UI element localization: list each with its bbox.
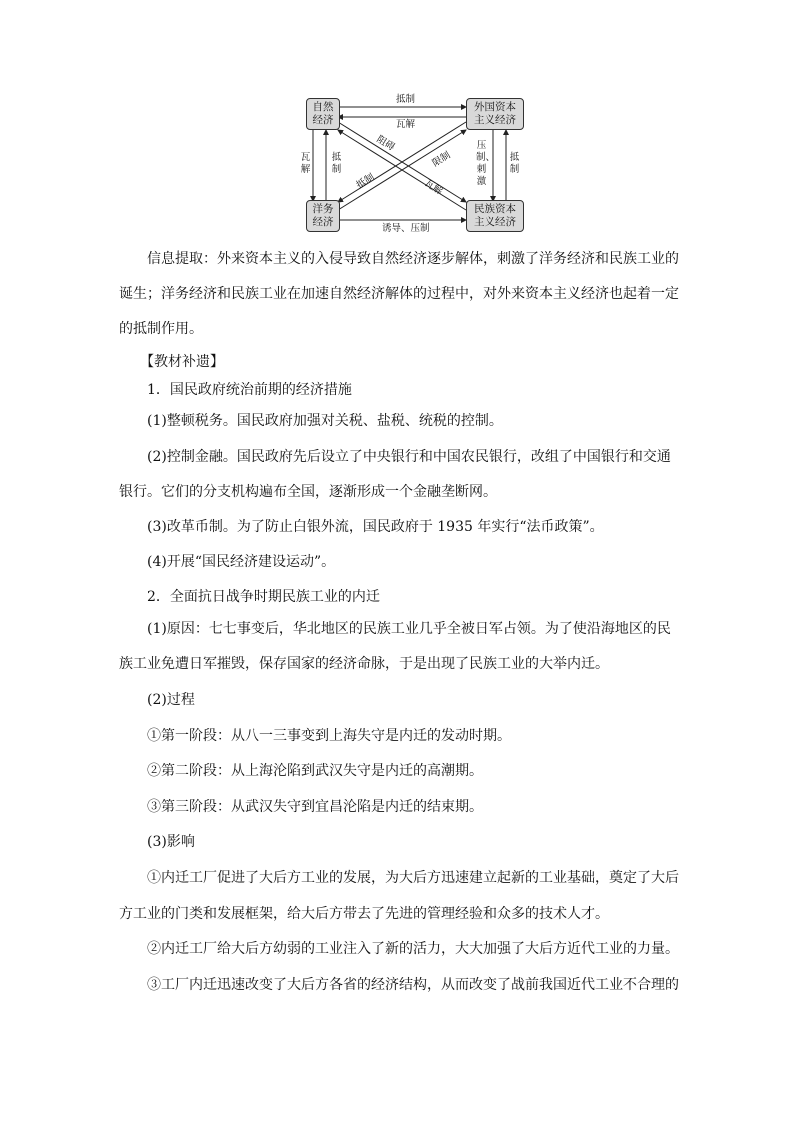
node-foreign-capitalism: [466, 98, 524, 130]
edge-label-bottom: 诱导、压制: [382, 223, 430, 234]
section-1-item-4: (4)开展“国民经济建设运动”。: [147, 554, 336, 570]
edge-label-top-forward: 抵制: [396, 94, 416, 105]
edge-label-top-back: 瓦解: [396, 119, 416, 130]
section-1-item-1: (1)整顿税务。国民政府加强对关税、盐税、统税的控制。: [147, 413, 503, 429]
process-stage-3: ③第三阶段：从武汉失守到宜昌沦陷是内迁的结束期。: [147, 799, 483, 815]
edge-label-diag-a1: 阻碍: [374, 133, 397, 154]
section-1-item-2-line-1: (2)控制金融。国民政府先后设立了中央银行和中国农民银行，改组了中国银行和交通: [147, 449, 671, 465]
section-1-item-3: (3)改革币制。为了防止白银外流，国民政府于 1935 年实行“法币政策”。: [147, 519, 604, 535]
node-national-label: 民族资本主义经济: [474, 203, 516, 228]
edge-label-right-in: 压制、刺激: [476, 140, 496, 187]
section-2-reason-line-1: (1)原因：七七事变后，华北地区的民族工业几乎全被日军占领。为了使沿海地区的民: [147, 621, 671, 637]
edge-label-diag-b1: 限制: [430, 149, 453, 170]
edge-label-right-out: 抵制: [509, 152, 520, 175]
info-line-3: 的抵制作用。: [119, 321, 203, 337]
process-stage-2: ②第二阶段：从上海沦陷到武汉失守是内迁的高潮期。: [147, 763, 483, 779]
edge-label-left-down: 瓦解: [300, 152, 311, 175]
node-westernization-label: 洋务经济: [312, 203, 334, 228]
impact-2: ②内迁工厂给大后方幼弱的工业注入了新的活力，大大加强了大后方近代工业的力量。: [147, 941, 679, 957]
info-line-1: 信息提取：外来资本主义的入侵导致自然经济逐步解体，刺激了洋务经济和民族工业的: [147, 251, 679, 267]
edge-label-diag-a2: 瓦解: [422, 177, 445, 198]
impact-3: ③工厂内迁迅速改变了大后方各省的经济结构，从而改变了战前我国近代工业不合理的: [147, 977, 679, 993]
section-2-title: 2．全面抗日战争时期民族工业的内迁: [147, 589, 380, 605]
section-2-process-heading: (2)过程: [147, 692, 195, 708]
section-1-title: 1．国民政府统治前期的经济措施: [147, 382, 352, 398]
impact-1-line-1: ①内迁工厂促进了大后方工业的发展，为大后方迅速建立起新的工业基础，奠定了大后: [147, 870, 679, 886]
edge-label-diag-b2: 抵制: [354, 171, 377, 192]
node-national-capitalism: [466, 200, 524, 232]
section-2-impact-heading: (3)影响: [147, 834, 195, 850]
process-stage-1: ①第一阶段：从八一三事变到上海失守是内迁的发动时期。: [147, 728, 511, 744]
node-foreign-label: 外国资本主义经济: [474, 101, 516, 126]
node-westernization-economy: [306, 200, 340, 232]
impact-1-line-2: 方工业的门类和发展框架，给大后方带去了先进的管理经验和众多的技术人才。: [119, 906, 609, 922]
economy-relationship-diagram: [300, 92, 532, 242]
edge-label-left-up: 抵制: [331, 152, 342, 175]
section-1-item-2-line-2: 银行。它们的分支机构遍布全国，逐渐形成一个金融垄断网。: [119, 484, 497, 500]
node-natural-label: 自然经济: [312, 101, 334, 126]
node-natural-economy: [306, 98, 340, 130]
section-2-reason-line-2: 族工业免遭日军摧毁，保存国家的经济命脉，于是出现了民族工业的大举内迁。: [119, 656, 609, 672]
supplement-heading: 【教材补遗】: [140, 354, 224, 370]
info-line-2: 诞生；洋务经济和民族工业在加速自然经济解体的过程中，对外来资本主义经济也起着一定: [119, 286, 679, 302]
